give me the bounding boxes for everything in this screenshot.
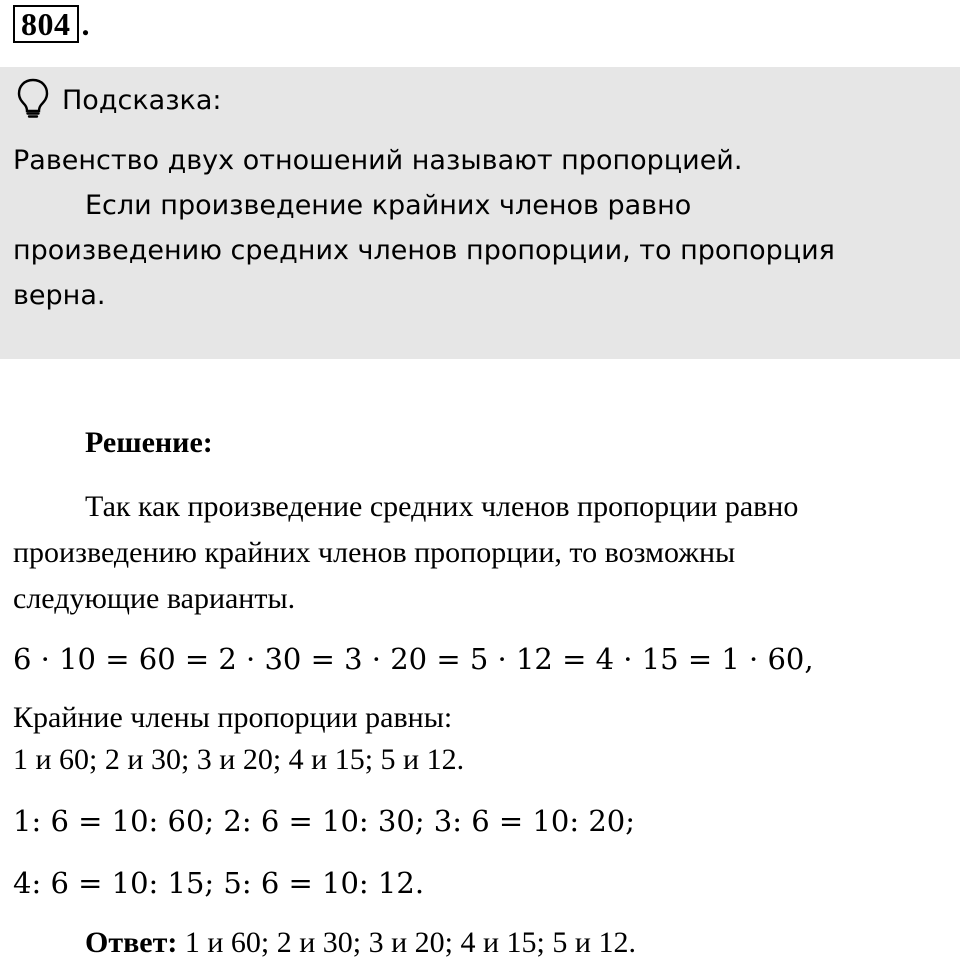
answer-value: 1 и 60; 2 и 30; 3 и 20; 4 и 15; 5 и 12. xyxy=(177,926,636,959)
extremes-list: 1 и 60; 2 и 30; 3 и 20; 4 и 15; 5 и 12. xyxy=(13,743,465,776)
proportions-line-2: 4: 6 = 10: 15; 5: 6 = 10: 12. xyxy=(13,866,425,900)
hint-line-3: произведению средних членов пропорции, то пропорция xyxy=(13,235,835,266)
task-number xyxy=(13,5,90,43)
solution-para-line-3: следующие варианты. xyxy=(13,582,296,615)
hint-line-1: Равенство двух отношений называют пропорцией. xyxy=(13,145,743,176)
solution-para-line-2: произведению крайних членов пропорции, то возможны xyxy=(13,536,736,569)
task-number-box: 804 xyxy=(13,5,79,43)
solution-section xyxy=(13,420,953,966)
hint-line-2: Если произведение крайних членов равно xyxy=(85,190,692,221)
hint-text xyxy=(13,138,913,318)
answer xyxy=(13,920,953,966)
products-equation: 6 · 10 = 60 = 2 · 30 = 3 · 20 = 5 · 12 = 4 · 15 = 1 · 60, xyxy=(13,642,814,676)
answer-label: Ответ: xyxy=(85,926,178,959)
solution-paragraph xyxy=(13,484,953,622)
lightbulb-icon xyxy=(16,78,50,123)
task-number-dot: . xyxy=(81,6,90,42)
hint-header xyxy=(16,78,222,123)
hint-title: Подсказка: xyxy=(62,85,222,116)
solution-title: Решение: xyxy=(85,426,213,459)
hint-line-4: верна. xyxy=(13,280,106,311)
solution-para-line-1: Так как произведение средних членов пропорции равно xyxy=(85,490,799,523)
extremes-title: Крайние члены пропорции равны: xyxy=(13,701,453,734)
proportions-line-1: 1: 6 = 10: 60; 2: 6 = 10: 30; 3: 6 = 10: 20; xyxy=(13,804,635,838)
